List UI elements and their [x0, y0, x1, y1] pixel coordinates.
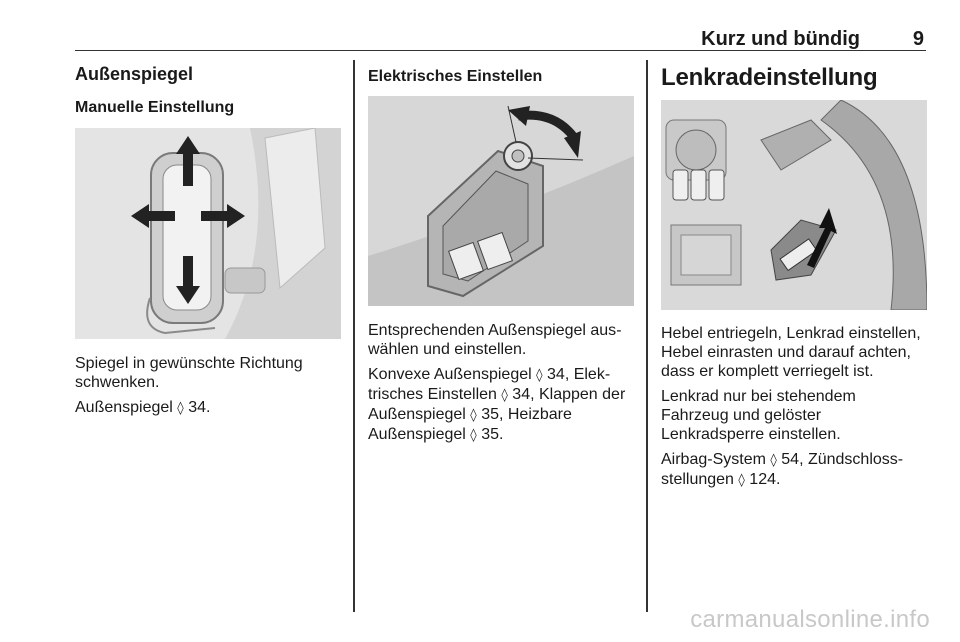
column-electric-adjust [368, 60, 634, 86]
instruction-adjust-steering: Hebel entriegeln, Lenkrad einstellen, Hebel einrasten und darauf achten, dass er komplett verriegelt ist. [661, 325, 921, 380]
note-vehicle-stationary: Lenkrad nur bei stehendem Fahrzeug und gelöster Lenkradsperre einstellen. [661, 388, 856, 443]
page-reference-icon: ◊ [470, 408, 477, 423]
figure-steering-adjust-lever [661, 100, 927, 310]
page-number: 9 [912, 28, 924, 50]
page-reference-icon: ◊ [770, 453, 777, 468]
watermark: carmanualsonline.info [690, 606, 930, 633]
chapter-title: Kurz und bündig [701, 28, 860, 50]
page-reference-icon: ◊ [501, 388, 508, 403]
figure-manual-mirror [75, 128, 341, 339]
section-heading-steering-wheel: Lenkradeinstellung [661, 64, 878, 91]
cross-reference-outside-mirror: Außenspiegel ◊ 34. [75, 399, 211, 416]
subheading-manual-adjust: Manuelle Einstellung [75, 99, 235, 116]
section-heading-outside-mirror: Außenspiegel [75, 64, 194, 84]
cross-references-mirrors: Konvexe Außenspiegel ◊ 34, Elektrisches Einstellen ◊ 34, Klappen der Außenspiegel ◊ 35, Heizbare Außenspiegel ◊ 35. [368, 366, 626, 443]
figure-electric-mirror-switch [368, 96, 634, 306]
instruction-select-mirror: Entsprechenden Außenspiegel auswählen und einstellen. [368, 322, 622, 358]
column-steering-wheel [661, 60, 927, 92]
instruction-swivel-mirror: Spiegel in gewünschte Richtung schwenken. [75, 355, 303, 391]
page-reference-icon: ◊ [536, 368, 543, 383]
page-reference-icon: ◊ [738, 473, 745, 488]
column-divider-2 [646, 60, 648, 612]
cross-references-airbag: Airbag-System ◊ 54, Zündschlossstellungen ◊ 124. [661, 451, 904, 488]
column-1-text [75, 354, 341, 418]
column-3-text [661, 324, 927, 490]
column-outside-mirror [75, 60, 341, 117]
column-divider-1 [353, 60, 355, 612]
page-reference-icon: ◊ [470, 428, 477, 443]
subheading-electric-adjust: Elektrisches Einstellen [368, 68, 543, 85]
column-2-text [368, 321, 634, 445]
page-header [75, 28, 926, 51]
page-reference-icon: ◊ [177, 401, 184, 416]
